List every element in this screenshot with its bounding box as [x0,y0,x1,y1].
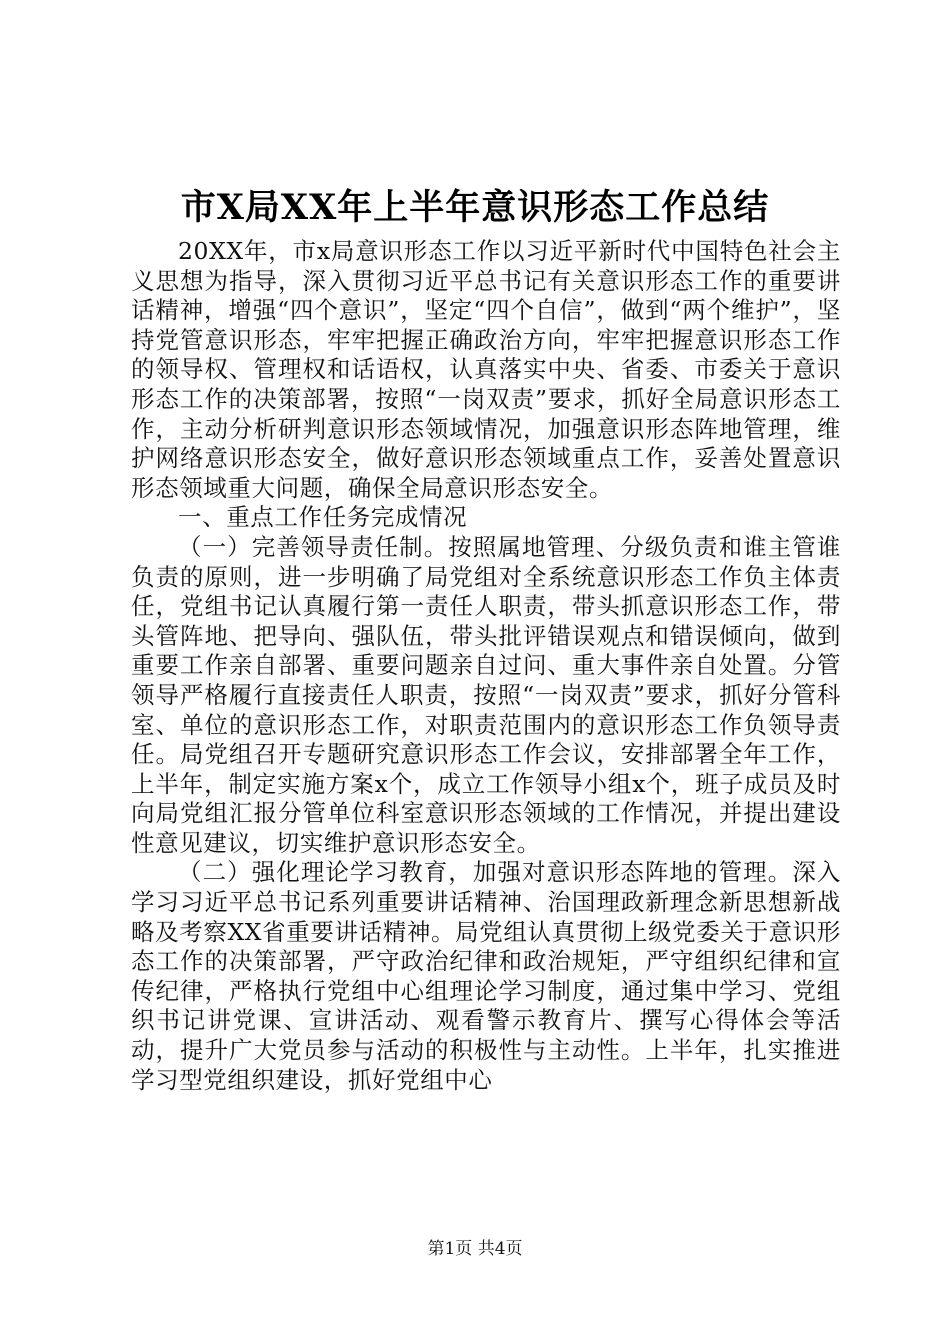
paragraph-item-2: （二）强化理论学习教育，加强对意识形态阵地的管理。深入学习习近平总书记系列重要讲话精神、治国理政新理念新思想新战略及考察XX省重要讲话精神。局党组认真贯彻上级党委关于意识形态工作的决策部署，严守政治纪律和政治规矩，严守组织纪律和宣传纪律，严格执行党组中心组理论学习制度，通过集中学习、党组织书记讲党课、宣讲活动、观看警示教育片、撰写心得体会等活动，提升广大党员参与活动的积极性与主动性。上半年，扎实推进学习型党组织建设，抓好党组中心 [131,858,841,1094]
document-title: 市X局XX年上半年意识形态工作总结 [180,187,770,228]
document-body [131,237,841,1095]
paragraph-item-1: （一）完善领导责任制。按照属地管理、分级负责和谁主管谁负责的原则，进一步明确了局党组对全系统意识形态工作负主体责任，党组书记认真履行第一责任人职责，带头抓意识形态工作，带头管阵地、把导向、强队伍，带头批评错误观点和错误倾向，做到重要工作亲自部署、重要问题亲自过问、重大事件亲自处置。分管领导严格履行直接责任人职责，按照“一岗双责”要求，抓好分管科室、单位的意识形态工作，对职责范围内的意识形态工作负领导责任。局党组召开专题研究意识形态工作会议，安排部署全年工作，上半年，制定实施方案x个，成立工作领导小组x个，班子成员及时向局党组汇报分管单位科室意识形态领域的工作情况，并提出建设性意见建议，切实维护意识形态安全。 [131,532,841,857]
paragraph-intro: 20XX年，市x局意识形态工作以习近平新时代中国特色社会主义思想为指导，深入贯彻习近平总书记有关意识形态工作的重要讲话精神，增强“四个意识”，坚定“四个自信”，做到“两个维护”，坚持党管意识形态，牢牢把握正确政治方向，牢牢把握意识形态工作的领导权、管理权和话语权，认真落实中央、省委、市委关于意识形态工作的决策部署，按照“一岗双责”要求，抓好全局意识形态工作，主动分析研判意识形态领域情况，加强意识形态阵地管理，维护网络意识形态安全，做好意识形态领域重点工作，妥善处置意识形态领域重大问题，确保全局意识形态安全。 [131,237,841,502]
page-number-footer: 第1页 共4页 [427,1239,523,1259]
section-heading-1: 一、重点工作任务完成情况 [178,503,468,532]
